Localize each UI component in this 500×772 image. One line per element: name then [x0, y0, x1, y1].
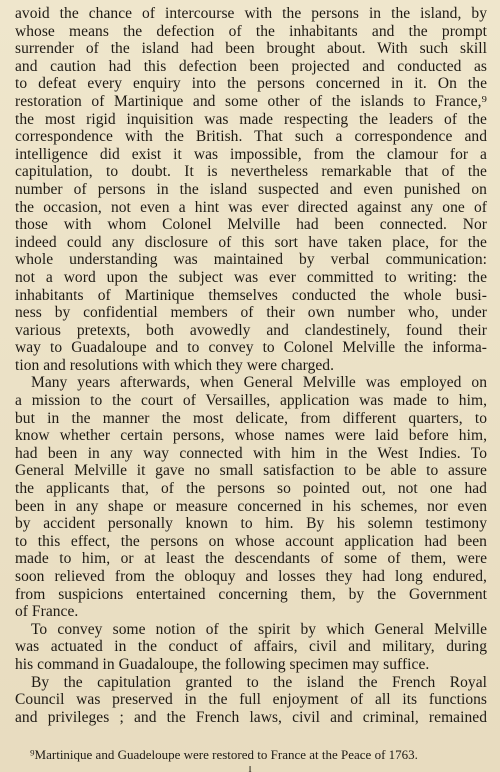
- text-line: Council was preserved in the full enjoyment of all its functions: [15, 691, 487, 709]
- text-line: surrender of the island had been brought about. With such skill: [15, 40, 487, 58]
- text-line: but in the manner the most delicate, from different quarters, to: [15, 409, 487, 427]
- text-line: the most rigid inquisition was made respecting the leaders of the: [15, 110, 487, 128]
- footnote-text: Martinique and Guadeloupe were restored to France at the Peace of 1763.: [34, 747, 418, 762]
- text-line: restoration of Martinique and some other of the islands to France,⁹: [15, 92, 487, 110]
- text-line: and caution had this defection been projected and conducted as: [15, 57, 487, 75]
- body-text: [15, 5, 487, 726]
- text-line: made to him, or at least the descendants of some of them, were: [15, 550, 487, 568]
- text-line: the applicants that, of the persons so pointed out, not one had: [15, 480, 487, 498]
- text-line: soon relieved from the obloquy and losses they had long endured,: [15, 568, 487, 585]
- text-line: various pretexts, both avowedly and clandestinely, found their: [15, 321, 487, 339]
- text-line: those with whom Colonel Melville had been connected. Nor: [15, 216, 487, 234]
- text-line: avoid the chance of intercourse with the persons in the island, by: [15, 5, 487, 22]
- text-line: Many years afterwards, when General Melville was employed on: [31, 374, 487, 392]
- text-line: way to Guadaloupe and to convey to Colonel Melville the informa-: [15, 339, 487, 357]
- text-line: know whether certain persons, whose names were laid before him,: [15, 427, 487, 445]
- text-line: the occasion, not even a hint was ever directed against any one of: [15, 198, 487, 216]
- text-line: tion and resolutions with which they were charged.: [15, 356, 335, 374]
- text-line: not a word upon the subject was ever committed to writing: the: [15, 268, 487, 286]
- footnote-marker: ⁹: [30, 747, 35, 762]
- text-line: indeed could any disclosure of this sort have taken place, for the: [15, 233, 487, 251]
- text-line: intelligence did exist it was impossible, from the clamour for a: [15, 145, 487, 163]
- text-line: and privileges ; and the French laws, civil and criminal, remained: [15, 708, 487, 726]
- page-folio: I: [248, 766, 252, 772]
- text-line: To convey some notion of the spirit by which General Melville: [31, 620, 487, 638]
- text-line: to this effect, the persons on whose account application had been: [15, 532, 487, 550]
- text-line: whose means the defection of the inhabitants and the prompt: [15, 22, 487, 40]
- text-line: was actuated in the conduct of affairs, civil and military, during: [15, 638, 487, 656]
- text-line: General Melville it gave no small satisfaction to be able to assure: [15, 462, 487, 480]
- text-line: By the capitulation granted to the island the French Royal: [31, 673, 487, 691]
- text-line: a mission to the court of Versailles, application was made to him,: [15, 392, 487, 410]
- text-line: to defeat every enquiry into the persons concerned in it. On the: [15, 75, 487, 93]
- text-line: had been in any way connected with him in the West Indies. To: [15, 444, 487, 462]
- text-line: capitulation, to doubt. It is nevertheless remarkable that of the: [15, 163, 487, 181]
- text-line: inhabitants of Martinique themselves conducted the whole busi-: [15, 286, 487, 304]
- text-line: ness by confidential members of their own number who, under: [15, 304, 487, 322]
- text-line: correspondence with the British. That such a correspondence and: [15, 128, 487, 146]
- text-line: his command in Guadaloupe, the following specimen may suffice.: [15, 655, 430, 673]
- text-line: whole understanding was maintained by verbal communication:: [15, 251, 487, 269]
- text-line: number of persons in the island suspected and even punished on: [15, 180, 487, 198]
- footnote: [30, 747, 480, 762]
- text-line: by accident personally known to him. By his solemn testimony: [15, 515, 487, 533]
- text-line: from suspicions entertained concerning them, by the Government: [15, 585, 487, 603]
- text-line: of France.: [15, 603, 79, 621]
- text-line: been in any shape or measure concerned in his schemes, nor even: [15, 497, 487, 515]
